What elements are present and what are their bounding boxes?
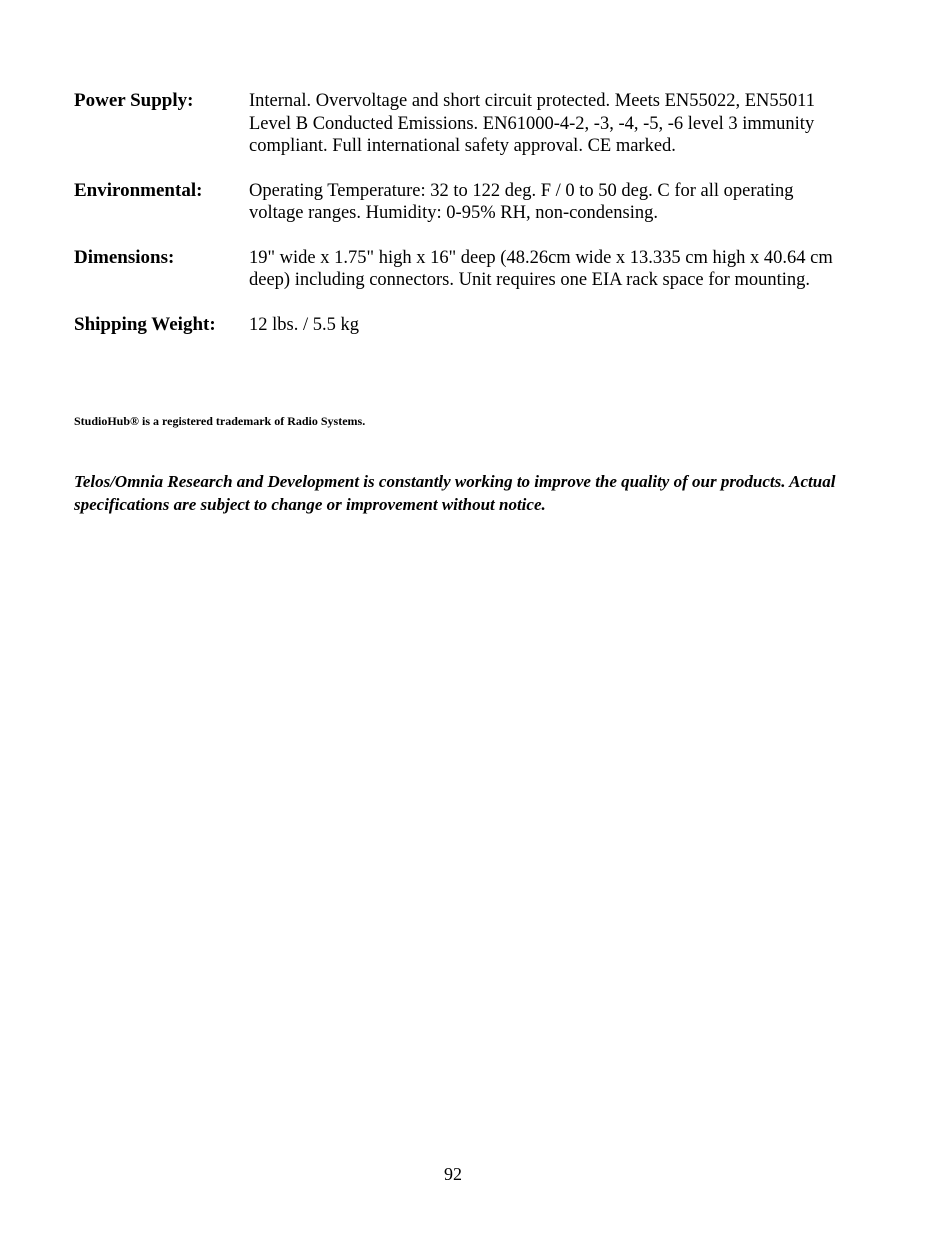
spec-label: Shipping Weight: [74,313,216,335]
spec-label: Environmental: [74,179,203,201]
spec-value: 19" wide x 1.75" high x 16" deep (48.26cm wide x 13.335 cm high x 40.64 cm deep) including connectors. Unit requires one EIA rack space for mounting. [249,247,833,290]
spec-row-environmental [74,180,874,225]
spec-label: Power Supply: [74,90,194,111]
spec-row-shipping-weight [74,314,874,337]
page-number: 92 [444,1164,462,1184]
spec-row-dimensions [74,247,874,292]
spec-value: Operating Temperature: 32 to 122 deg. F / 0 to 50 deg. C for all operating voltage ranges. Humidity: 0-95% RH, non-condensing. [249,180,794,223]
spec-value: Internal. Overvoltage and short circuit protected. Meets EN55022, EN55011 Level B Conducted Emissions. EN61000-4-2, -3, -4, -5, -6 level 3 immunity compliant. Full international safety approval. CE marked. [249,91,815,156]
disclaimer-note: Telos/Omnia Research and Development is constantly working to improve the quality of our products. Actual specifications are subject to change or improvement without notice. [74,472,836,514]
spec-label: Dimensions: [74,246,175,268]
spec-table [74,90,874,358]
spec-row-power-supply [74,90,874,158]
spec-value: 12 lbs. / 5.5 kg [249,314,359,335]
trademark-notice: StudioHub® is a registered trademark of Radio Systems. [74,414,366,428]
